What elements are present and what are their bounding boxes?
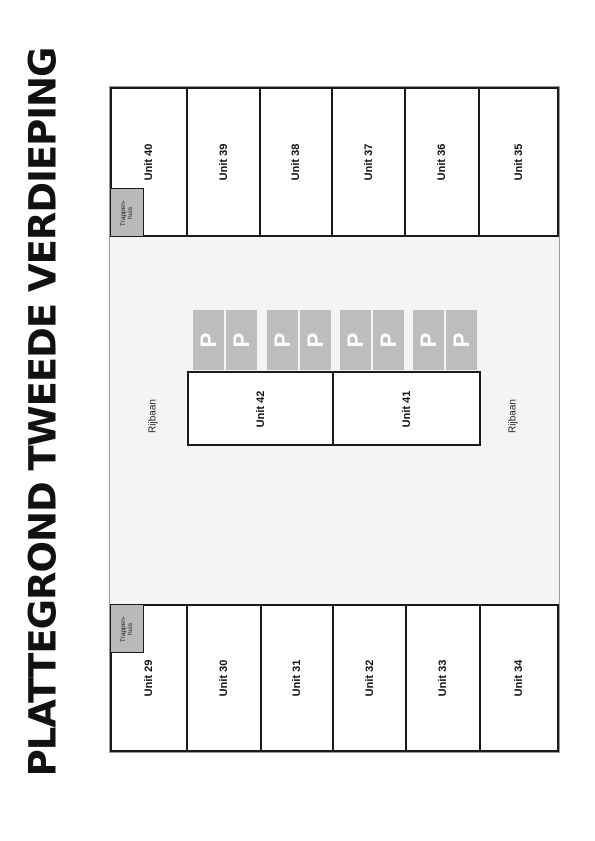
road-label-left: Rijbaan xyxy=(147,399,159,433)
parking-p-icon: P xyxy=(228,332,254,348)
parking-p-icon: P xyxy=(448,332,474,348)
floor-plan xyxy=(110,87,559,752)
unit-label: Unit 29 xyxy=(143,659,155,697)
unit-label: Unit 38 xyxy=(290,143,302,181)
unit-30[interactable] xyxy=(186,604,262,752)
unit-41[interactable] xyxy=(332,371,481,446)
unit-39[interactable] xyxy=(186,87,261,237)
unit-label: Unit 30 xyxy=(218,659,230,697)
unit-label: Unit 42 xyxy=(254,390,267,427)
parking-spot xyxy=(373,310,404,370)
parking-spot xyxy=(413,310,444,370)
unit-38[interactable] xyxy=(259,87,333,237)
parking-p-icon: P xyxy=(415,332,441,348)
parking-p-icon: P xyxy=(269,332,295,348)
parking-p-icon: P xyxy=(195,332,221,348)
parking-p-icon: P xyxy=(302,332,328,348)
stairwell-label: Trappen- huis xyxy=(120,199,134,226)
parking-spot xyxy=(226,310,257,370)
parking-spot xyxy=(446,310,477,370)
unit-34[interactable] xyxy=(479,604,559,752)
stairwell-bottom xyxy=(110,604,144,653)
unit-label: Unit 39 xyxy=(217,143,230,181)
parking-p-icon: P xyxy=(342,332,368,348)
unit-label: Unit 41 xyxy=(400,390,413,427)
unit-label: Unit 33 xyxy=(437,659,449,697)
page-title xyxy=(18,47,68,777)
unit-label: Unit 36 xyxy=(436,143,448,181)
unit-label: Unit 37 xyxy=(362,143,375,181)
page-title-text: PLATTEGROND TWEEDE VERDIEPING xyxy=(21,47,65,777)
unit-label: Unit 35 xyxy=(512,143,525,181)
unit-32[interactable] xyxy=(332,604,407,752)
parking-p-icon: P xyxy=(375,332,401,348)
parking-spot xyxy=(193,310,224,370)
unit-42[interactable] xyxy=(187,371,334,446)
unit-36[interactable] xyxy=(404,87,480,237)
parking-spot xyxy=(340,310,371,370)
road-label-right: Rijbaan xyxy=(507,399,519,433)
unit-31[interactable] xyxy=(260,604,334,752)
unit-37[interactable] xyxy=(331,87,406,237)
unit-label: Unit 32 xyxy=(363,659,376,697)
unit-label: Unit 40 xyxy=(143,143,155,181)
unit-35[interactable] xyxy=(478,87,559,237)
unit-label: Unit 34 xyxy=(513,659,525,697)
parking-spot xyxy=(267,310,298,370)
stairwell-top xyxy=(110,188,144,237)
stairwell-label: Trappen- huis xyxy=(120,615,134,642)
unit-label: Unit 31 xyxy=(291,659,303,697)
parking-spot xyxy=(300,310,331,370)
unit-33[interactable] xyxy=(405,604,481,752)
